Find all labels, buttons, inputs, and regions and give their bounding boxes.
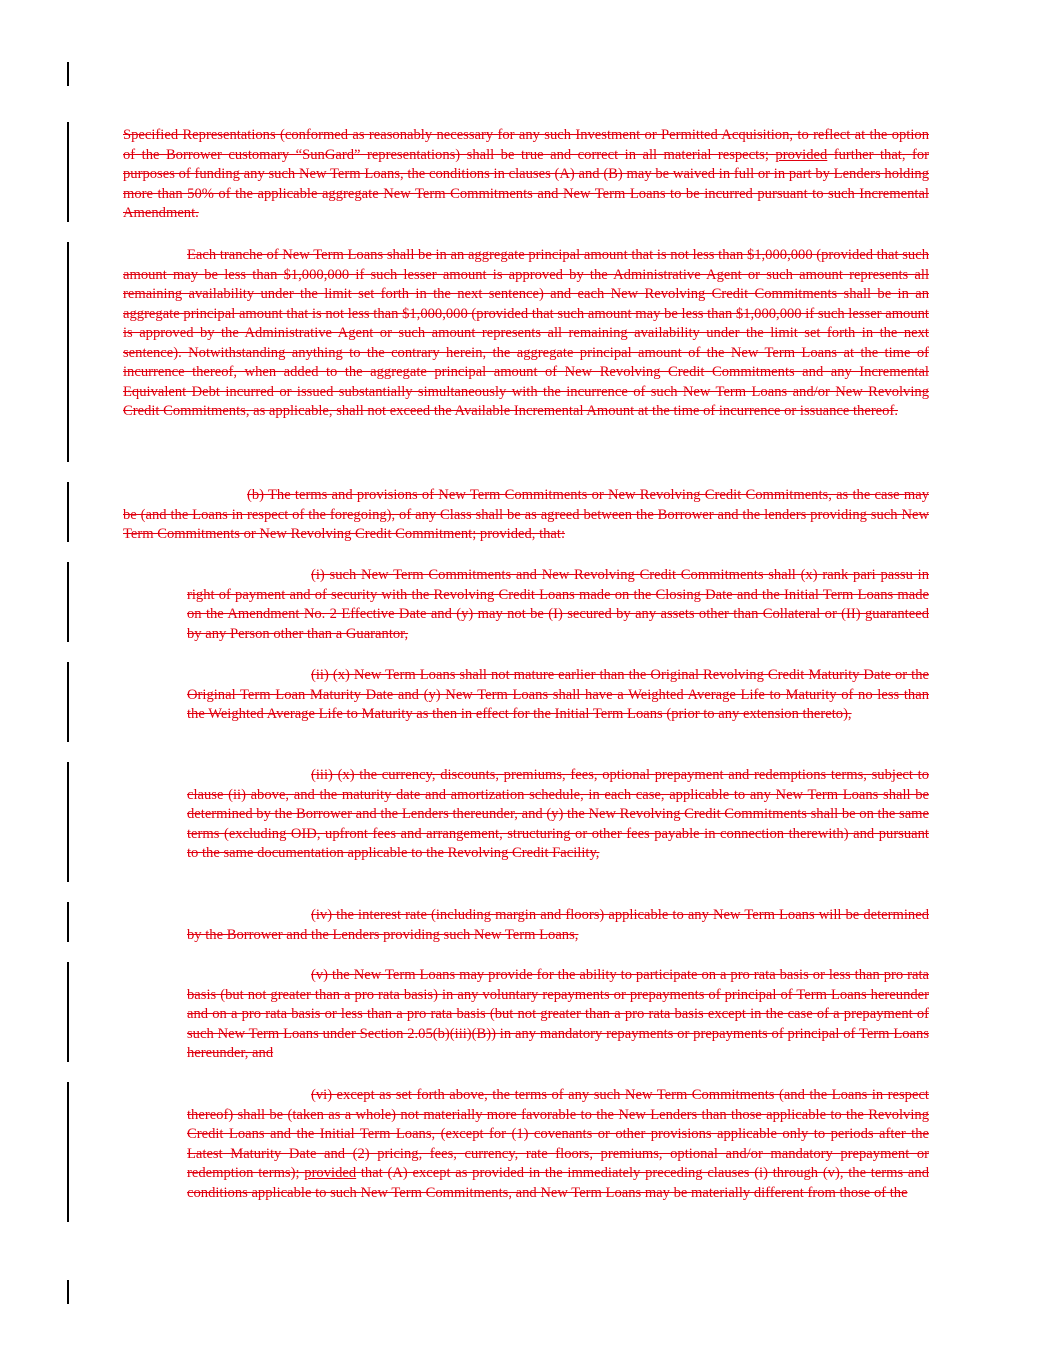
change-bar <box>67 1280 69 1304</box>
paragraph-text: further that, for purposes of funding any such New Term Loans, the conditions in clauses (A) and (B) may be waived in full or in part by Lenders holding more than 50% of the applicable aggregate New Term Commitments and New Term Loans to be incurred pursuant to such Incremental Amendment. <box>123 146 930 221</box>
change-bar <box>67 662 69 742</box>
clause-i: (i) such New Term Commitments and New Revolving Credit Commitments shall (x) rank pari passu in right of payment and of security with the Revolving Credit Loans made on the Closing Date and the Initial Term Loans made on the Amendment No. 2 Effective Date and (y) may not be (I) secured by any assets other than Collateral or (II) guaranteed by any Person other than a Guarantor, <box>187 567 929 642</box>
paragraph-text: that (A) except as provided in the immediately preceding clauses (i) through (v), the terms and conditions applicable to such New Term Commitments, and New Term Loans may be materially different from those of the <box>187 1165 929 1201</box>
clause-v: (v) the New Term Loans may provide for the ability to participate on a pro rata basis or less than pro rata basis (but not greater than a pro rata basis) in any voluntary repayments or prepayments of principal of Term Loans hereunder and on a pro rata basis or less than a pro rata basis (but not greater than a pro rata basis except in the case of a prepayment of such New Term Loans under Section 2.05(b)(iii)(B)) in any mandatory repayments or prepayments of principal of Term Loans hereunder, and <box>187 967 929 1061</box>
change-bar <box>67 762 69 882</box>
change-bar <box>67 1082 69 1222</box>
paragraph-text: Specified Representations (conformed as reasonably necessary for any such Investment or Permitted Acquisition, to reflect at the option of the Borrower customary “SunGard” representations) shall be true and correct in all material respects; <box>123 127 929 163</box>
clause-iv: (iv) the interest rate (including margin and floors) applicable to any New Term Loans will be determined by the Borrower and the Lenders providing such New Term Loans, <box>187 907 929 943</box>
paragraph-tranche-amounts: Each tranche of New Term Loans shall be in an aggregate principal amount that is not less than $1,000,000 (provided that such amount may be less than $1,000,000 if such lesser amount is approved by the Administrative Agent or such amount represents all remaining availability under the limit set forth in the next sentence) and each New Revolving Credit Commitments shall be in an aggregate principal amount that is not less than $1,000,000 (provided that such amount may be less than $1,000,000 if such lesser amount is approved by the Administrative Agent or such amount represents all remaining availability under the limit set forth in the next sentence). Notwithstanding anything to the contrary herein, the aggregate principal amount of the New Term Loans at the time of incurrence thereof, when added to the aggregate principal amount of New Revolving Credit Commitments and any Incremental Equivalent Debt incurred or issued substantially simultaneously with the incurrence of such New Term Loans and/or New Revolving Credit Commitments, as applicable, shall not exceed the Available Incremental Amount at the time of incurrence or issuance thereof. <box>123 247 929 419</box>
paragraph-specified-representations <box>123 126 929 224</box>
paragraph-text: (vi) except as set forth above, the terms of any such New Term Commitments (and the Loans in respect thereof) shall be (taken as a whole) not materially more favorable to the New Lenders than those applicable to the Revolving Credit Loans and the Initial Term Loans, (except for (1) covenants or other provisions applicable only to periods after the Latest Maturity Date and (2) pricing, fees, currency, rate floors, premiums, optional and/or mandatory prepayment or redemption terms); <box>187 1087 929 1181</box>
underlined-term: provided <box>304 1165 357 1181</box>
change-bar <box>67 962 69 1062</box>
change-bar <box>67 482 69 542</box>
change-bar <box>67 62 69 86</box>
paragraph-b-terms-and-provisions: (b) The terms and provisions of New Term Commitments or New Revolving Credit Commitments, as the case may be (and the Loans in respect of the foregoing), of any Class shall be as agreed between the Borrower and the lenders providing such New Term Commitments or New Revolving Credit Commitment; provided, that: <box>123 487 929 542</box>
change-bar <box>67 122 69 222</box>
change-bar <box>67 242 69 462</box>
underlined-term: provided <box>775 146 828 163</box>
clause-iii: (iii) (x) the currency, discounts, premiums, fees, optional prepayment and redemptions terms, subject to clause (ii) above, and the maturity date and amortization schedule, in each case, applicable to any New Term Loans shall be determined by the Borrower and the Lenders thereunder, and (y) the New Revolving Credit Commitments shall be on the same terms (excluding OID, upfront fees and arrangement, structuring or other fees payable in connection therewith) and pursuant to the same documentation applicable to the Revolving Credit Facility, <box>187 767 929 861</box>
clause-ii: (ii) (x) New Term Loans shall not mature earlier than the Original Revolving Credit Maturity Date or the Original Term Loan Maturity Date and (y) New Term Loans shall have a Weighted Average Life to Maturity of no less than the Weighted Average Life to Maturity as then in effect for the Initial Term Loans (prior to any extension thereto), <box>187 667 929 722</box>
change-bar <box>67 902 69 942</box>
change-bar <box>67 562 69 642</box>
clause-vi <box>187 1086 929 1203</box>
